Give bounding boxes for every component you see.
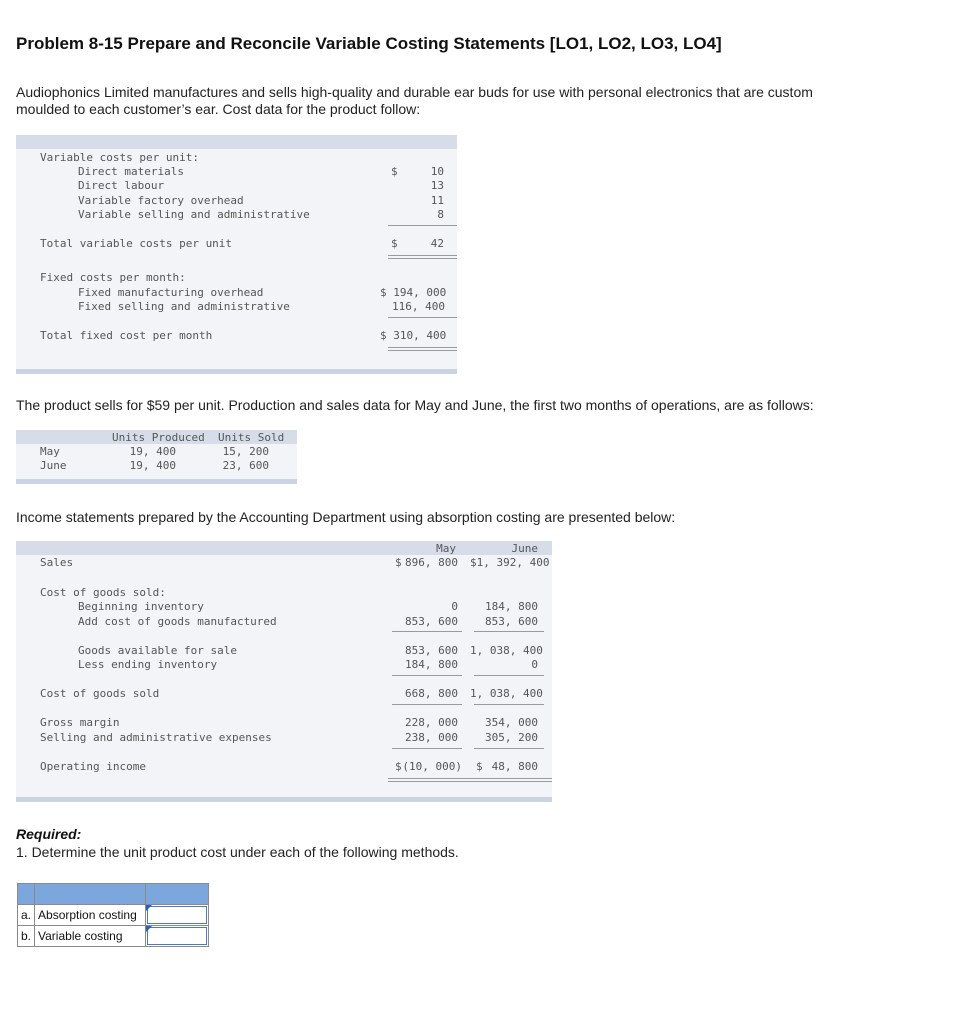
absorption-costing-input[interactable] bbox=[146, 905, 209, 926]
income-bottom-bar bbox=[16, 797, 552, 802]
row-letter: a. bbox=[18, 905, 35, 926]
cogs-label: Cost of goods sold bbox=[40, 687, 160, 700]
answer-row bbox=[18, 926, 209, 947]
row-label: Variable costing bbox=[35, 926, 146, 947]
subtotal-rule bbox=[392, 748, 462, 749]
variable-item-value: 8 bbox=[437, 208, 444, 221]
subtotal-rule bbox=[388, 225, 457, 226]
variable-item-label: Variable factory overhead bbox=[78, 194, 244, 207]
ending-inventory-may: 184, 800 bbox=[405, 658, 458, 671]
june-column-header: June bbox=[511, 542, 538, 555]
operating-income-label: Operating income bbox=[40, 760, 146, 773]
total-fixed-value: $ 310, 400 bbox=[380, 329, 447, 342]
answer-table-header bbox=[18, 884, 209, 905]
units-produced-value: 19, 400 bbox=[129, 459, 176, 472]
total-rule bbox=[388, 778, 552, 779]
month-label: May bbox=[40, 445, 60, 458]
variable-item-value: 13 bbox=[430, 179, 444, 192]
variable-costs-header: Variable costs per unit: bbox=[40, 151, 199, 164]
header-cell bbox=[146, 884, 209, 905]
variable-item-label: Direct materials bbox=[78, 165, 184, 178]
input-marker-icon bbox=[146, 905, 152, 911]
intro-text bbox=[16, 84, 813, 118]
fixed-item-label: Fixed manufacturing overhead bbox=[78, 286, 264, 299]
subtotal-rule bbox=[474, 704, 544, 705]
variable-item-value: 10 bbox=[430, 165, 444, 178]
add-cost-may: 853, 600 bbox=[405, 615, 458, 628]
currency-symbol: $ bbox=[476, 760, 483, 773]
required-question: 1. Determine the unit product cost under each of the following methods. bbox=[16, 844, 459, 860]
selling-admin-june: 305, 200 bbox=[485, 731, 538, 744]
total-rule bbox=[388, 350, 457, 351]
units-sold-header: Units Sold bbox=[218, 431, 285, 444]
may-column-header: May bbox=[436, 542, 456, 555]
month-label: June bbox=[40, 459, 67, 472]
sales-june: $1, 392, 400 bbox=[470, 556, 550, 569]
production-bottom-bar bbox=[16, 479, 297, 484]
subtotal-rule bbox=[392, 704, 462, 705]
total-rule bbox=[388, 255, 457, 256]
gross-margin-may: 228, 000 bbox=[405, 716, 458, 729]
subtotal-rule bbox=[388, 317, 457, 318]
total-rule bbox=[388, 258, 457, 259]
selling-admin-may: 238, 000 bbox=[405, 731, 458, 744]
sales-label: Sales bbox=[40, 556, 74, 569]
gross-margin-june: 354, 000 bbox=[485, 716, 538, 729]
input-marker-icon bbox=[146, 926, 152, 932]
beginning-inventory-may: 0 bbox=[451, 600, 458, 613]
fixed-item-value: 116, 400 bbox=[392, 300, 445, 313]
total-fixed-label: Total fixed cost per month bbox=[40, 329, 213, 342]
goods-available-label: Goods available for sale bbox=[78, 644, 237, 657]
fixed-item-label: Fixed selling and administrative bbox=[78, 300, 290, 313]
price-text: The product sells for $59 per unit. Production and sales data for May and June, the first two months of operations, are as follows: bbox=[16, 397, 814, 413]
cogs-june: 1, 038, 400 bbox=[470, 687, 543, 700]
income-text: Income statements prepared by the Accounting Department using absorption costing are presented below: bbox=[16, 509, 676, 525]
problem-title: Problem 8-15 Prepare and Reconcile Variable Costing Statements [LO1, LO2, LO3, LO4] bbox=[16, 34, 722, 53]
input-box[interactable] bbox=[147, 927, 207, 945]
required-heading: Required: bbox=[16, 826, 82, 842]
currency-symbol: $ bbox=[395, 556, 402, 569]
subtotal-rule bbox=[474, 631, 544, 632]
selling-admin-label: Selling and administrative expenses bbox=[40, 731, 272, 744]
row-label: Absorption costing bbox=[35, 905, 146, 926]
total-variable-label: Total variable costs per unit bbox=[40, 237, 233, 250]
subtotal-rule bbox=[392, 675, 462, 676]
add-cost-label: Add cost of goods manufactured bbox=[78, 615, 277, 628]
currency-symbol: $ bbox=[391, 165, 398, 178]
variable-item-label: Direct labour bbox=[78, 179, 165, 192]
sales-may: 896, 800 bbox=[405, 556, 458, 569]
currency-symbol: $ bbox=[395, 760, 402, 773]
beginning-inventory-label: Beginning inventory bbox=[78, 600, 204, 613]
cost-table-bottom-bar bbox=[16, 369, 457, 374]
header-cell bbox=[18, 884, 35, 905]
cogs-header: Cost of goods sold: bbox=[40, 586, 166, 599]
ending-inventory-label: Less ending inventory bbox=[78, 658, 218, 671]
cost-table-header-band bbox=[16, 135, 457, 149]
intro-line-1: Audiophonics Limited manufactures and sells high-quality and durable ear buds for use with personal electronics that are custom bbox=[16, 84, 813, 100]
units-sold-value: 15, 200 bbox=[222, 445, 269, 458]
variable-item-label: Variable selling and administrative bbox=[78, 208, 310, 221]
total-rule bbox=[388, 347, 457, 348]
operating-income-june: 48, 800 bbox=[491, 760, 538, 773]
add-cost-june: 853, 600 bbox=[485, 615, 538, 628]
total-rule bbox=[388, 781, 552, 782]
goods-available-may: 853, 600 bbox=[405, 644, 458, 657]
variable-item-value: 11 bbox=[430, 194, 444, 207]
ending-inventory-june: 0 bbox=[531, 658, 538, 671]
goods-available-june: 1, 038, 400 bbox=[470, 644, 543, 657]
row-letter: b. bbox=[18, 926, 35, 947]
gross-margin-label: Gross margin bbox=[40, 716, 120, 729]
total-variable-value: 42 bbox=[430, 237, 444, 250]
header-cell bbox=[35, 884, 146, 905]
subtotal-rule bbox=[474, 748, 544, 749]
units-produced-header: Units Produced bbox=[112, 431, 205, 444]
subtotal-rule bbox=[474, 675, 544, 676]
fixed-item-value: $ 194, 000 bbox=[380, 286, 447, 299]
variable-costing-input[interactable] bbox=[146, 926, 209, 947]
intro-line-2: moulded to each customer’s ear. Cost data for the product follow: bbox=[16, 101, 421, 117]
currency-symbol: $ bbox=[391, 237, 398, 250]
beginning-inventory-june: 184, 800 bbox=[485, 600, 538, 613]
input-box[interactable] bbox=[147, 906, 207, 924]
cogs-may: 668, 800 bbox=[405, 687, 458, 700]
income-header-band bbox=[16, 541, 552, 555]
answer-table bbox=[17, 883, 209, 947]
units-produced-value: 19, 400 bbox=[129, 445, 176, 458]
units-sold-value: 23, 600 bbox=[222, 459, 269, 472]
fixed-costs-header: Fixed costs per month: bbox=[40, 271, 186, 284]
subtotal-rule bbox=[392, 631, 462, 632]
operating-income-may: (10, 000) bbox=[402, 760, 462, 773]
answer-row bbox=[18, 905, 209, 926]
